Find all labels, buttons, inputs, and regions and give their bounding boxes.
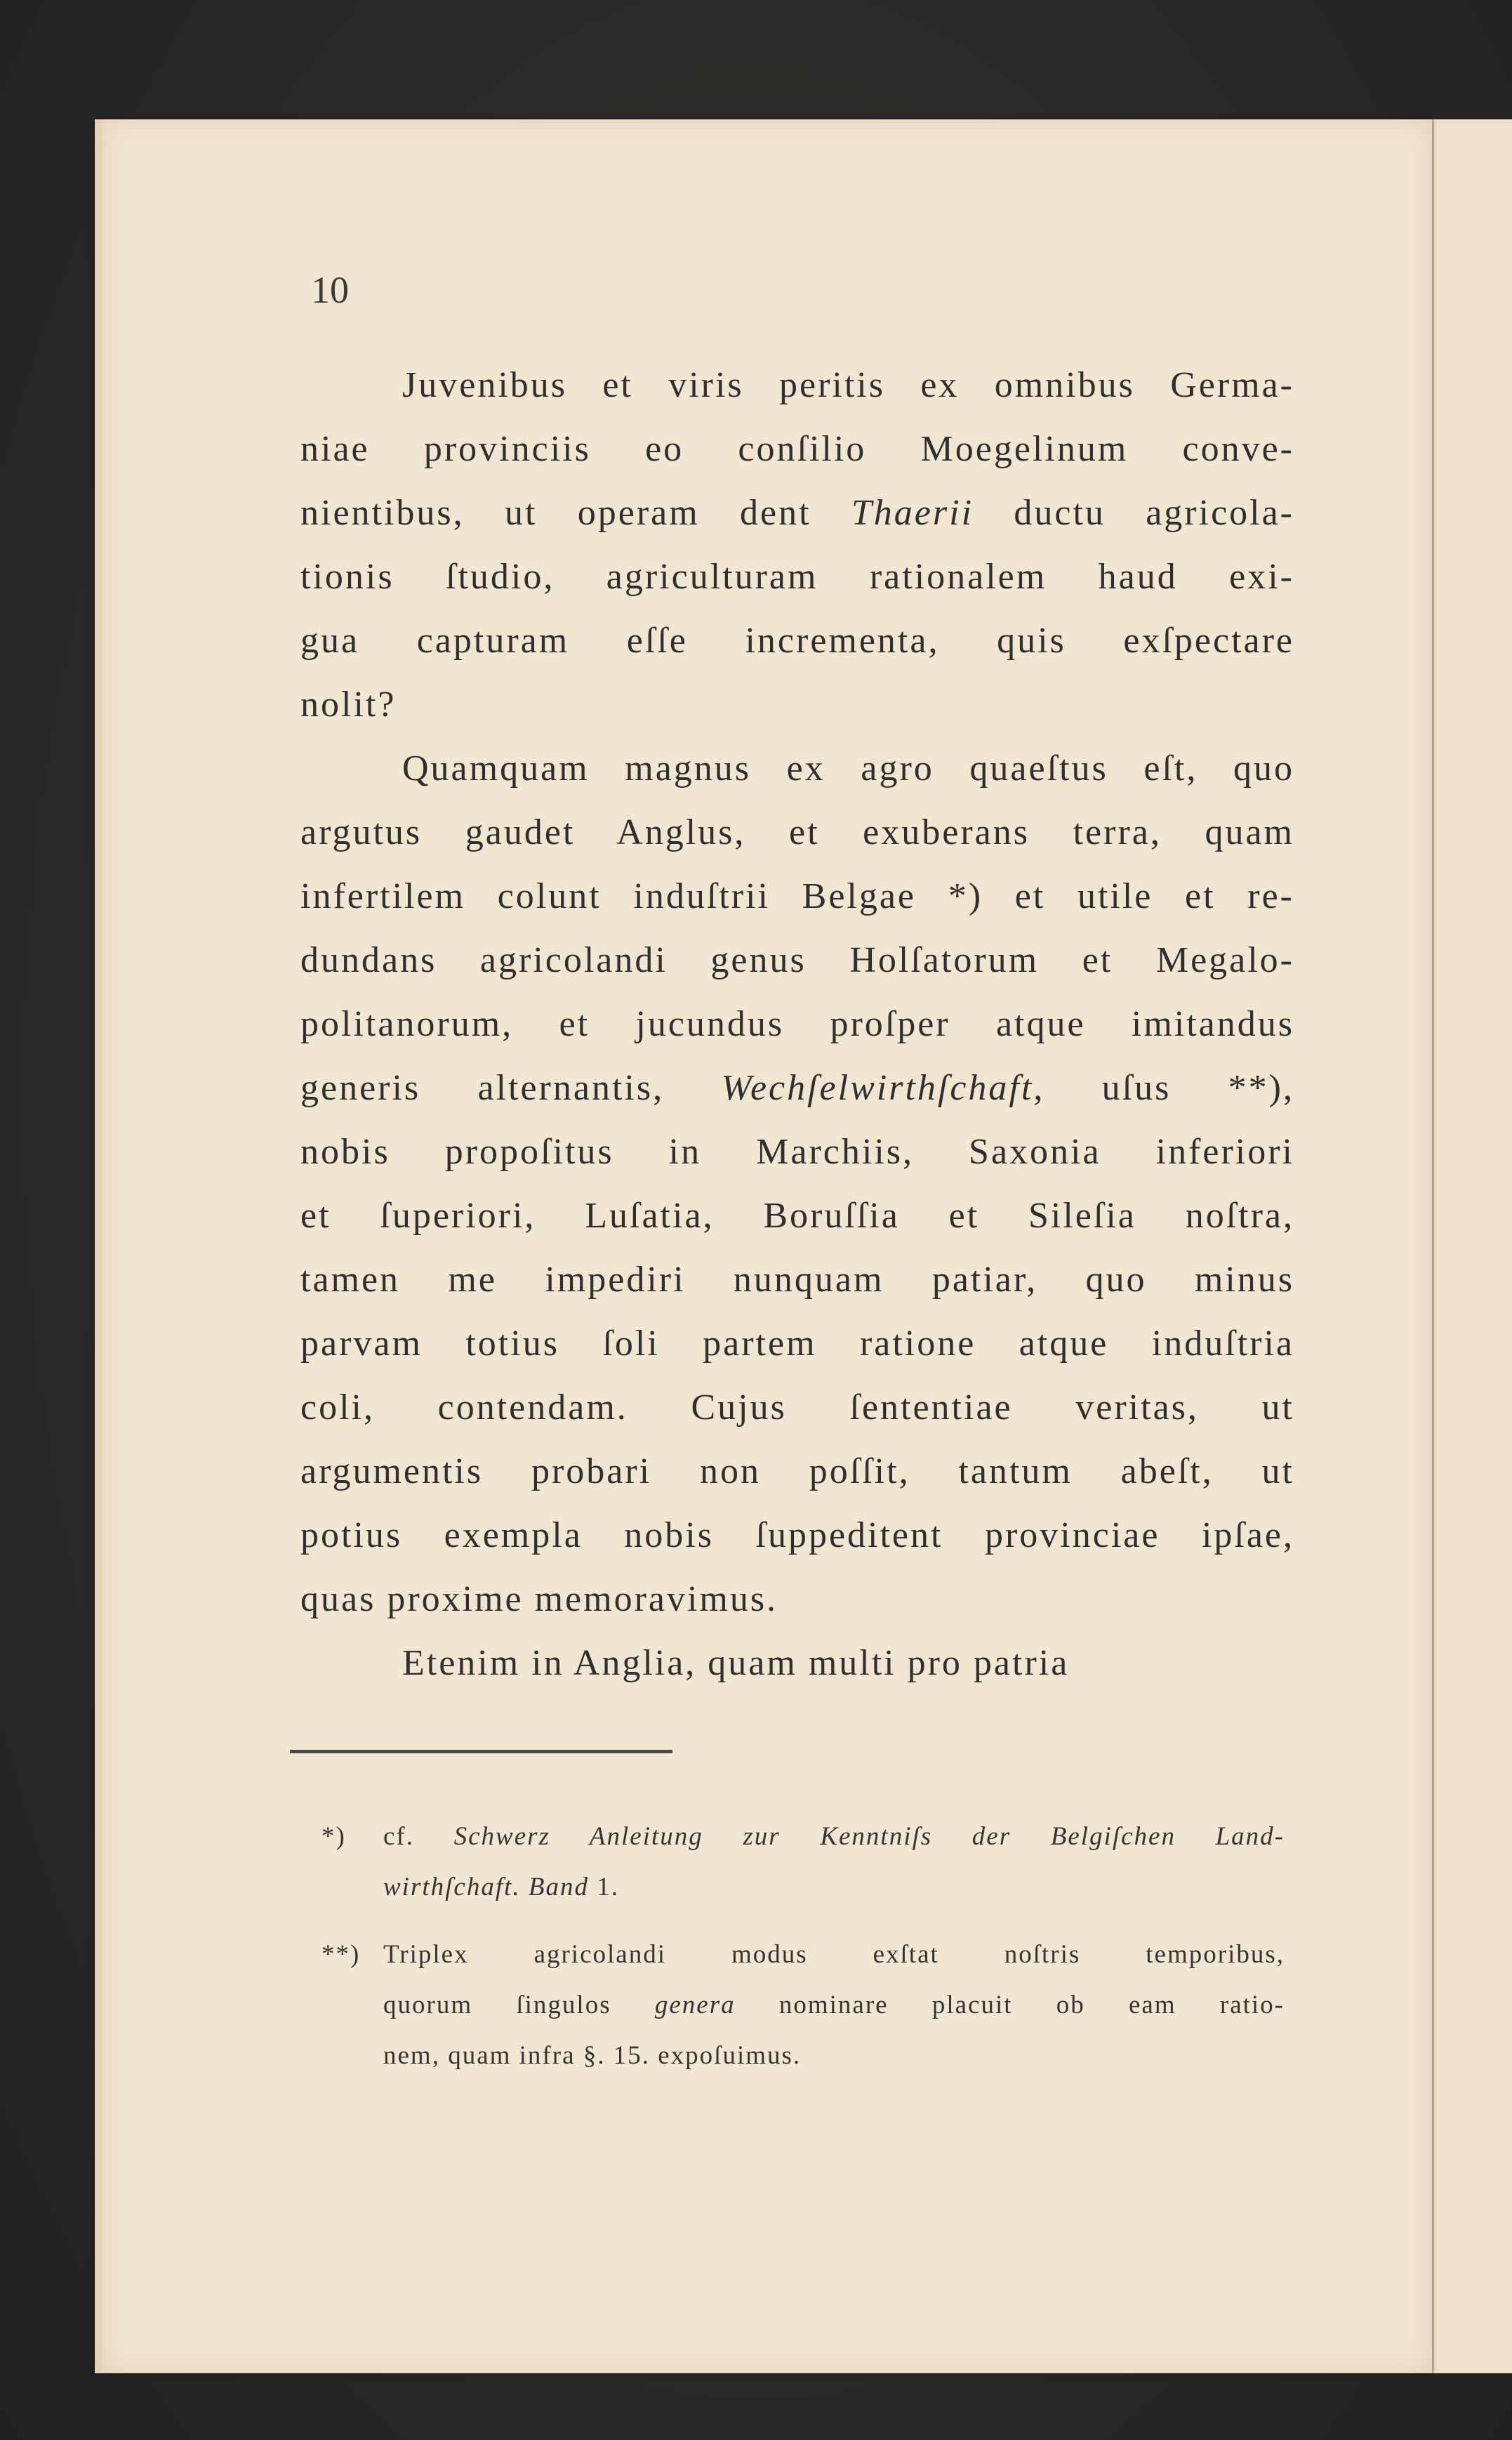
text-line — [300, 481, 1294, 545]
italic-text: wirthſchaft. Band — [383, 1873, 589, 1901]
text-segment: nobis propoſitus in Marchiis, Saxonia inferiori — [300, 1132, 1294, 1172]
italic-text: genera — [654, 1991, 736, 2019]
text-segment: et ſuperiori, Luſatia, Boruſſia et Sileſia noſtra, — [300, 1196, 1294, 1236]
text-segment: tionis ſtudio, agriculturam rationalem haud exi- — [300, 557, 1294, 597]
text-line — [300, 1312, 1294, 1376]
text-line — [300, 673, 1294, 737]
text-line — [300, 1631, 1294, 1695]
text-line — [300, 864, 1294, 928]
footnote-rule — [290, 1750, 672, 1753]
text-segment: nolit? — [300, 685, 397, 725]
text-segment: potius exempla nobis ſuppeditent provinciae ipſae, — [300, 1515, 1294, 1555]
text-segment: ductu agricola- — [974, 493, 1294, 533]
text-segment: nominare placuit ob eam ratio- — [735, 1991, 1285, 2019]
text-segment: niae provinciis eo conſilio Moegelinum conve- — [300, 429, 1294, 469]
text-segment: Quamquam magnus ex agro quaeſtus eſt, quo — [402, 749, 1294, 789]
text-line — [300, 800, 1294, 864]
footnote-line — [321, 1812, 1285, 1862]
text-line — [300, 928, 1294, 992]
text-line — [300, 1248, 1294, 1312]
text-line — [300, 1120, 1294, 1184]
text-segment: nientibus, ut operam dent — [300, 493, 851, 533]
text-line — [300, 992, 1294, 1056]
text-segment: generis alternantis, — [300, 1068, 722, 1108]
text-line — [300, 1439, 1294, 1503]
footnote — [321, 1812, 1285, 1913]
footnote-line — [321, 2031, 1285, 2081]
italic-text: Schwerz Anleitung zur Kenntniſs der Belgiſchen Land- — [453, 1822, 1285, 1851]
next-page-edge — [1432, 119, 1512, 2373]
footnote-mark: *) — [321, 1822, 346, 1851]
text-segment: 1. — [589, 1873, 619, 1901]
text-segment: , uſus **), — [1033, 1068, 1294, 1108]
text-segment: Triplex agricolandi modus exſtat noſtris temporibus, — [383, 1940, 1285, 1969]
footnote-line — [321, 1980, 1285, 2031]
footnote-line — [321, 1862, 1285, 1913]
footnotes — [321, 1812, 1285, 2081]
text-segment: argutus gaudet Anglus, et exuberans terra, quam — [300, 812, 1294, 852]
footnote-mark: **) — [321, 1940, 361, 1969]
footnote — [321, 1930, 1285, 2081]
text-segment: dundans agricolandi genus Holſatorum et Megalo- — [300, 940, 1294, 980]
text-segment: Etenim in Anglia, quam multi pro patria — [402, 1643, 1070, 1683]
text-segment: nem, quam infra §. 15. expoſuimus. — [383, 2041, 802, 2070]
text-line — [300, 417, 1294, 481]
italic-text: Thaerii — [851, 493, 974, 533]
body-text — [300, 353, 1294, 1695]
text-line — [300, 353, 1294, 417]
text-segment: quas proxime memoravimus. — [300, 1579, 778, 1619]
footnote-line — [321, 1930, 1285, 1980]
text-segment: quorum ſingulos — [383, 1991, 655, 2019]
text-segment: infertilem colunt induſtrii Belgae *) et utile et re- — [300, 876, 1294, 916]
text-segment: parvam totius ſoli partem ratione atque induſtria — [300, 1324, 1294, 1364]
text-segment: politanorum, et jucundus proſper atque imitandus — [300, 1004, 1294, 1044]
page-number: 10 — [311, 269, 349, 311]
text-line — [300, 1184, 1294, 1248]
text-segment: Juvenibus et viris peritis ex omnibus Germa- — [402, 365, 1294, 405]
italic-text: Wechſelwirthſchaft — [721, 1068, 1034, 1108]
text-segment: tamen me impediri nunquam patiar, quo minus — [300, 1260, 1294, 1300]
text-segment: cf. — [383, 1822, 454, 1851]
text-line — [300, 609, 1294, 673]
text-line — [300, 1056, 1294, 1120]
text-line — [300, 545, 1294, 609]
text-segment: gua capturam eſſe incrementa, quis exſpectare — [300, 621, 1294, 661]
text-segment: argumentis probari non poſſit, tantum abeſt, ut — [300, 1451, 1294, 1491]
text-line — [300, 1567, 1294, 1631]
text-line — [300, 737, 1294, 800]
text-line — [300, 1503, 1294, 1567]
text-segment: coli, contendam. Cujus ſententiae veritas, ut — [300, 1387, 1294, 1427]
text-line — [300, 1376, 1294, 1439]
